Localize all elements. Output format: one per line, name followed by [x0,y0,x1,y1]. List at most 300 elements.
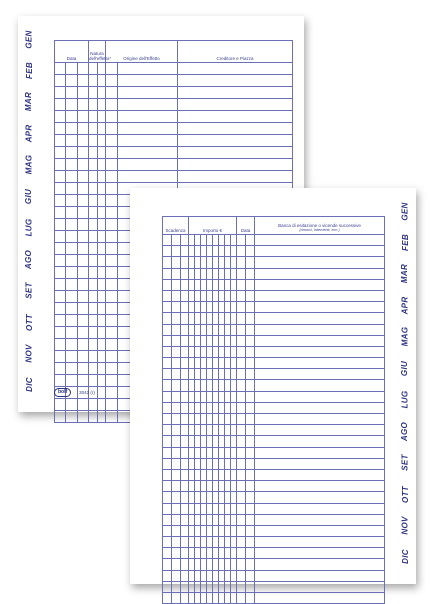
month-tab-gen [18,26,40,52]
table-cell [237,570,246,581]
table-cell [172,559,181,570]
table-cell [78,111,89,123]
table-cell [246,414,255,425]
table-cell [106,255,118,267]
table-cell [55,171,66,183]
table-cell [163,346,172,357]
table-cell [237,324,246,335]
table-cell [246,537,255,548]
table-cell [163,447,172,458]
table-cell [237,391,246,402]
table-row [163,525,385,536]
table-cell [255,402,385,413]
table-cell [172,268,181,279]
month-tab-label: SET [400,454,410,471]
month-tab-nov [18,341,40,367]
table-row [163,380,385,391]
table-cell [255,525,385,536]
table-cell [172,447,181,458]
table-cell [255,503,385,514]
table-cell [246,358,255,369]
table-row [163,302,385,313]
table-cell [89,255,98,267]
table-cell [98,75,106,87]
table-row [163,570,385,581]
table-cell [89,159,98,171]
table-cell [237,469,246,480]
table-cell [55,111,66,123]
column-header-scadenza: Scadenza [163,217,189,235]
month-tab-label: GEN [24,29,34,49]
table-cell [66,243,78,255]
table-cell [66,303,78,315]
effects-table-front [162,216,385,604]
table-cell [98,375,106,387]
month-tab-label: GIU [400,360,410,376]
table-row [55,87,293,99]
table-cell [66,159,78,171]
month-tab-mag [394,324,416,350]
table-cell [181,279,189,290]
table-cell [163,335,172,346]
table-row [163,458,385,469]
table-cell [237,581,246,592]
table-row [163,324,385,335]
table-cell [181,447,189,458]
table-cell [89,291,98,303]
table-cell [118,111,178,123]
month-tab-dic [394,544,416,570]
table-cell [55,411,66,423]
column-header-importo: Importo € [189,217,237,235]
table-cell [98,159,106,171]
table-row [163,358,385,369]
table-cell [246,525,255,536]
table-cell [106,339,118,351]
table-cell [181,346,189,357]
table-cell [172,358,181,369]
table-cell [78,399,89,411]
table-row [163,481,385,492]
table-cell [106,327,118,339]
table-row [55,171,293,183]
table-cell [178,171,293,183]
table-cell [181,469,189,480]
table-cell [255,436,385,447]
table-cell [246,246,255,257]
table-cell [118,75,178,87]
table-cell [163,391,172,402]
column-header-natura: Natura dell'effetto* [89,41,106,63]
table-cell [89,351,98,363]
table-cell [181,503,189,514]
table-cell [255,593,385,604]
table-cell [178,135,293,147]
table-cell [66,255,78,267]
table-cell [106,267,118,279]
table-cell [78,171,89,183]
table-cell [181,302,189,313]
table-cell [237,380,246,391]
table-cell [255,302,385,313]
table-cell [78,411,89,423]
month-tab-dic [18,372,40,398]
month-tab-label: APR [24,124,34,143]
table-cell [163,324,172,335]
table-cell [237,268,246,279]
table-cell [78,231,89,243]
month-tab-label: DIC [24,377,34,393]
table-row [163,235,385,246]
table-cell [237,425,246,436]
table-cell [172,335,181,346]
table-cell [98,171,106,183]
table-cell [163,548,172,559]
month-tab-label: FEB [24,62,34,79]
table-cell [246,570,255,581]
table-cell [255,514,385,525]
table-cell [55,303,66,315]
month-tab-label: SET [24,282,34,299]
table-cell [181,335,189,346]
table-cell [106,243,118,255]
table-row [55,111,293,123]
table-row [163,593,385,604]
table-row [163,346,385,357]
table-cell [255,346,385,357]
table-cell [246,324,255,335]
table-cell [89,315,98,327]
table-cell [163,503,172,514]
table-cell [181,525,189,536]
table-row [163,469,385,480]
table-row [55,147,293,159]
month-tab-label: OTT [24,313,34,331]
table-cell [55,123,66,135]
table-cell [78,159,89,171]
table-cell [55,75,66,87]
table-cell [89,87,98,99]
table-cell [106,123,118,135]
table-row [163,391,385,402]
table-cell [55,219,66,231]
table-cell [106,291,118,303]
table-cell [163,469,172,480]
table-cell [246,380,255,391]
table-cell [255,235,385,246]
table-cell [181,537,189,548]
form-code: 3042 (r) [79,390,95,395]
month-tab-ott [394,481,416,507]
table-cell [55,363,66,375]
table-cell [106,375,118,387]
table-cell [118,63,178,75]
table-cell [255,414,385,425]
table-cell [98,195,106,207]
table-cell [172,324,181,335]
table-cell [246,469,255,480]
table-cell [255,358,385,369]
table-cell [118,123,178,135]
table-cell [181,235,189,246]
table-cell [118,171,178,183]
month-tab-label: MAG [400,327,410,347]
table-cell [66,195,78,207]
table-cell [78,291,89,303]
table-cell [55,183,66,195]
table-cell [89,327,98,339]
table-cell [246,369,255,380]
table-cell [89,363,98,375]
table-cell [106,195,118,207]
table-row [163,290,385,301]
table-cell [163,414,172,425]
table-cell [66,111,78,123]
table-cell [98,87,106,99]
table-cell [78,327,89,339]
table-cell [178,99,293,111]
table-cell [78,147,89,159]
table-cell [255,492,385,503]
table-cell [106,147,118,159]
month-tab-label: AGO [24,249,34,269]
table-cell [246,257,255,268]
month-tab-label: MAG [24,155,34,175]
table-cell [255,481,385,492]
table-cell [98,411,106,423]
table-cell [237,313,246,324]
table-cell [55,99,66,111]
table-row [163,402,385,413]
table-cell [181,548,189,559]
table-cell [172,436,181,447]
table-cell [181,492,189,503]
table-cell [89,63,98,75]
table-cell [181,380,189,391]
table-cell [66,123,78,135]
table-cell [181,425,189,436]
month-tab-label: NOV [24,344,34,363]
table-cell [181,570,189,581]
table-cell [172,525,181,536]
table-cell [98,243,106,255]
table-cell [78,315,89,327]
table-row [163,537,385,548]
table-row [163,559,385,570]
table-cell [237,458,246,469]
table-cell [89,135,98,147]
publisher-logo: bolf [54,388,71,397]
table-cell [78,135,89,147]
table-cell [163,257,172,268]
table-cell [246,581,255,592]
month-tab-lug [18,215,40,241]
table-cell [55,147,66,159]
table-cell [66,231,78,243]
table-cell [89,303,98,315]
table-cell [246,402,255,413]
table-cell [106,183,118,195]
table-cell [237,402,246,413]
table-cell [66,327,78,339]
table-cell [181,324,189,335]
table-cell [66,183,78,195]
table-cell [98,231,106,243]
table-cell [172,514,181,525]
table-cell [172,458,181,469]
month-tab-set [18,278,40,304]
table-cell [181,414,189,425]
table-cell [246,335,255,346]
table-cell [89,111,98,123]
table-cell [163,525,172,536]
month-tab-mar [394,261,416,287]
table-cell [55,279,66,291]
table-cell [98,123,106,135]
table-cell [163,581,172,592]
table-cell [178,75,293,87]
table-cell [172,570,181,581]
table-row [55,135,293,147]
month-tab-label: NOV [400,516,410,535]
table-cell [98,267,106,279]
table-cell [178,87,293,99]
table-cell [89,339,98,351]
table-cell [237,503,246,514]
month-tab-nov [394,513,416,539]
table-cell [55,255,66,267]
table-cell [237,481,246,492]
table-cell [98,303,106,315]
table-row [163,548,385,559]
banca-subtitle: (rinnovi, interventi, ecc.) [299,228,340,232]
table-cell [98,255,106,267]
table-cell [172,257,181,268]
table-cell [172,302,181,313]
table-cell [78,351,89,363]
table-cell [89,375,98,387]
table-cell [163,559,172,570]
table-cell [163,302,172,313]
register-sheet-front [130,188,416,584]
table-cell [163,570,172,581]
table-cell [55,87,66,99]
table-cell [78,219,89,231]
table-cell [66,99,78,111]
table-cell [181,581,189,592]
table-cell [181,257,189,268]
table-cell [163,246,172,257]
month-tabs-back [18,26,40,398]
table-cell [255,391,385,402]
month-tabs-front [394,198,416,570]
table-cell [172,346,181,357]
table-cell [55,327,66,339]
table-cell [98,363,106,375]
table-cell [118,159,178,171]
table-cell [181,268,189,279]
table-cell [55,231,66,243]
table-cell [106,135,118,147]
table-cell [181,369,189,380]
table-cell [66,411,78,423]
sheet-footer [54,388,95,397]
table-cell [106,87,118,99]
table-row [55,75,293,87]
table-row [55,159,293,171]
table-cell [246,447,255,458]
table-cell [178,63,293,75]
table-cell [172,503,181,514]
table-cell [66,375,78,387]
table-cell [172,391,181,402]
table-cell [106,363,118,375]
table-cell [98,339,106,351]
table-cell [163,436,172,447]
month-tab-lug [394,387,416,413]
table-cell [78,375,89,387]
month-tab-label: AGO [400,421,410,441]
table-cell [237,559,246,570]
table-cell [163,458,172,469]
table-cell [178,147,293,159]
table-cell [181,358,189,369]
table-cell [55,63,66,75]
table-cell [66,87,78,99]
table-cell [237,414,246,425]
table-cell [89,279,98,291]
month-tab-label: GEN [400,201,410,221]
table-cell [172,548,181,559]
table-cell [178,123,293,135]
table-cell [118,147,178,159]
table-cell [66,219,78,231]
table-cell [106,231,118,243]
table-cell [246,268,255,279]
table-cell [255,537,385,548]
table-cell [55,375,66,387]
table-cell [163,425,172,436]
table-cell [237,279,246,290]
table-cell [98,291,106,303]
table-cell [106,111,118,123]
table-cell [163,313,172,324]
table-cell [237,358,246,369]
table-cell [181,436,189,447]
table-row [163,279,385,290]
table-cell [89,171,98,183]
table-cell [78,279,89,291]
month-tab-apr [18,120,40,146]
table-cell [246,290,255,301]
table-cell [106,351,118,363]
table-cell [181,402,189,413]
table-cell [98,351,106,363]
table-cell [78,363,89,375]
table-cell [163,537,172,548]
table-cell [55,159,66,171]
table-cell [78,267,89,279]
table-cell [172,235,181,246]
month-tab-label: LUG [400,390,410,409]
table-cell [78,123,89,135]
table-cell [246,548,255,559]
table-cell [78,255,89,267]
table-cell [78,207,89,219]
table-cell [163,279,172,290]
table-cell [181,290,189,301]
table-cell [106,75,118,87]
